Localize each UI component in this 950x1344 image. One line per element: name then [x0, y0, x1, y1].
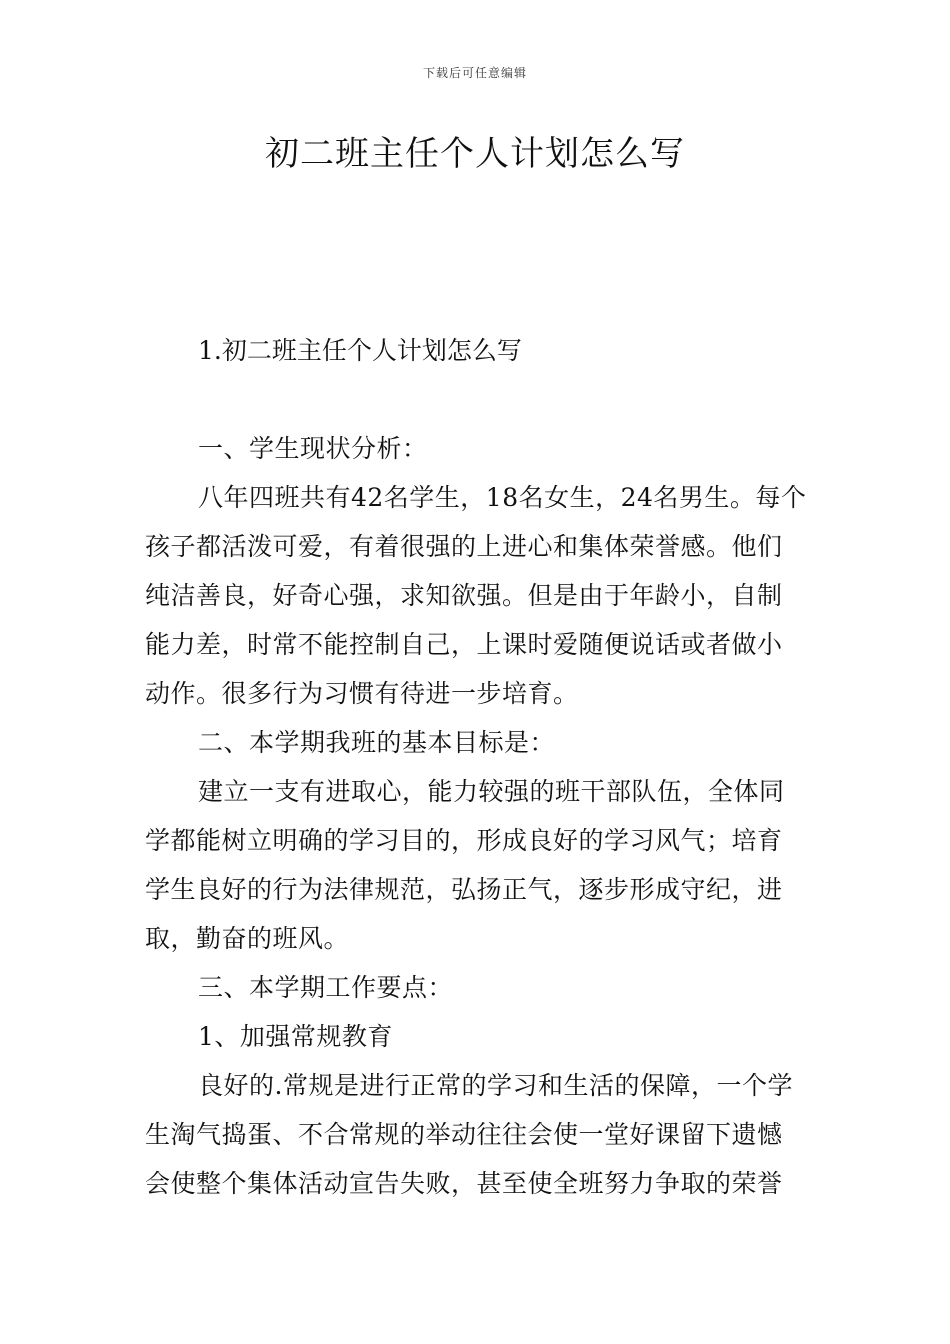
paragraph-line: 取，勤奋的班风。	[145, 924, 350, 953]
paragraph-line: 八年四班共有42名学生，18名女生，24名男生。每个	[198, 483, 807, 512]
paragraph-line: 二、本学期我班的基本目标是：	[198, 728, 556, 757]
paragraph-line: 三、本学期工作要点：	[198, 973, 454, 1002]
paragraph-line: 1、加强常规教育	[198, 1022, 393, 1051]
section-heading: 1.初二班主任个人计划怎么写	[198, 336, 522, 365]
paragraph-line: 良好的.常规是进行正常的学习和生活的保障，一个学	[198, 1071, 793, 1100]
paragraph-line: 会使整个集体活动宣告失败，甚至使全班努力争取的荣誉	[145, 1169, 783, 1198]
paragraph-line: 一、学生现状分析：	[198, 434, 428, 463]
body-text	[145, 424, 810, 1208]
paragraph-line: 学都能树立明确的学习目的，形成良好的学习风气；培育	[145, 826, 783, 855]
paragraph-line: 纯洁善良，好奇心强，求知欲强。但是由于年龄小，自制	[145, 581, 783, 610]
paragraph-line: 孩子都活泼可爱，有着很强的上进心和集体荣誉感。他们	[145, 532, 783, 561]
paragraph-line: 动作。很多行为习惯有待进一步培育。	[145, 679, 579, 708]
paragraph-line: 建立一支有进取心，能力较强的班干部队伍，全体同	[198, 777, 785, 806]
paragraph-line: 生淘气捣蛋、不合常规的举动往往会使一堂好课留下遗憾	[145, 1120, 783, 1149]
paragraph-line: 能力差，时常不能控制自己，上课时爱随便说话或者做小	[145, 630, 783, 659]
header-note: 下载后可任意编辑	[422, 66, 527, 80]
document-title: 初二班主任个人计划怎么写	[265, 134, 685, 174]
paragraph-line: 学生良好的行为法律规范，弘扬正气，逐步形成守纪，进	[145, 875, 783, 904]
